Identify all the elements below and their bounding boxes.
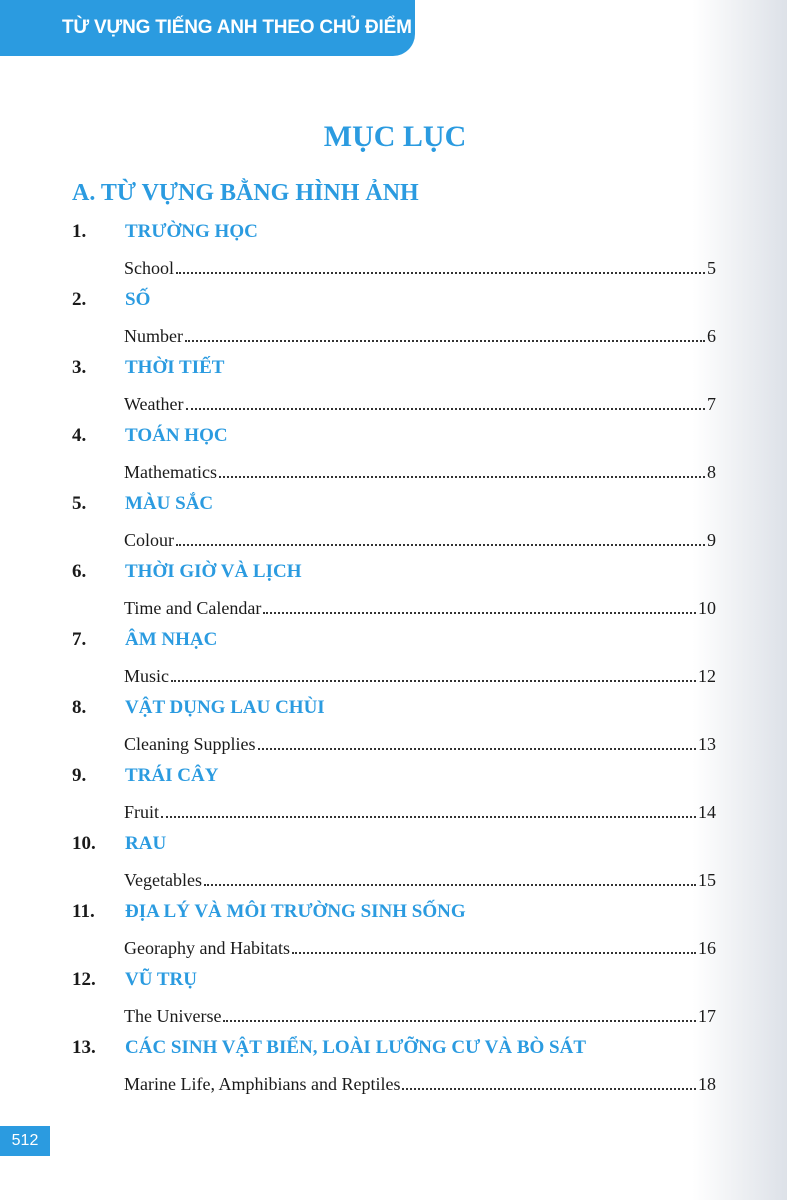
toc-entry-heading bbox=[72, 694, 325, 722]
toc-entry-row[interactable] bbox=[124, 525, 716, 551]
page-title: MỤC LỤC bbox=[323, 120, 467, 153]
toc-entry-row[interactable] bbox=[124, 797, 716, 823]
toc-entry-number: 3. bbox=[72, 357, 87, 378]
toc-entry-number: 12. bbox=[72, 969, 96, 990]
toc-entry-heading bbox=[72, 286, 150, 314]
dot-leader bbox=[185, 340, 705, 342]
toc-entry-title: CÁC SINH VẬT BIỂN, LOÀI LƯỠNG CƯ VÀ BÒ SÁT bbox=[125, 1037, 587, 1058]
toc-entry-label: Number bbox=[124, 326, 183, 346]
toc-entry-title: SỐ bbox=[125, 289, 151, 310]
toc-entry-number: 4. bbox=[72, 425, 87, 446]
toc-entry-title: ÂM NHẠC bbox=[125, 629, 218, 650]
toc-entry-page: 14 bbox=[698, 802, 716, 822]
toc-entry-heading bbox=[72, 558, 302, 586]
toc-entry-label: Weather bbox=[124, 394, 184, 414]
toc-entry-label: The Universe bbox=[124, 1006, 222, 1026]
dot-leader bbox=[219, 476, 705, 478]
dot-leader bbox=[292, 952, 696, 954]
toc-entry-title: THỜI TIẾT bbox=[125, 357, 225, 378]
toc-entry-label: Cleaning Supplies bbox=[124, 734, 256, 754]
dot-leader bbox=[176, 272, 705, 274]
toc-entry-label: School bbox=[124, 258, 175, 278]
toc-entry-heading bbox=[72, 762, 218, 790]
toc-entry-page: 12 bbox=[698, 666, 716, 686]
toc-entry-title: VẬT DỤNG LAU CHÙI bbox=[125, 697, 325, 718]
toc-entry-page: 7 bbox=[707, 394, 716, 414]
toc-entry-row[interactable] bbox=[124, 865, 716, 891]
dot-leader bbox=[258, 748, 697, 750]
toc-entry-heading bbox=[72, 830, 166, 858]
toc-entry-row[interactable] bbox=[124, 593, 716, 619]
dot-leader bbox=[161, 816, 696, 818]
toc-entry-row[interactable] bbox=[124, 253, 716, 279]
toc-entry-page: 18 bbox=[698, 1074, 716, 1094]
toc-entry-title: TRÁI CÂY bbox=[125, 765, 219, 786]
toc-entry-label: Time and Calendar bbox=[124, 598, 262, 618]
toc-entry-page: 16 bbox=[698, 938, 716, 958]
toc-entry-page: 9 bbox=[707, 530, 716, 550]
toc-entry-label: Colour bbox=[124, 530, 175, 550]
toc-entry-row[interactable] bbox=[124, 389, 716, 415]
toc-entry-number: 7. bbox=[72, 629, 87, 650]
toc-entry-page: 8 bbox=[707, 462, 716, 482]
toc-entry-label: Georaphy and Habitats bbox=[124, 938, 290, 958]
toc-entry-page: 15 bbox=[698, 870, 716, 890]
toc-entry-label: Mathematics bbox=[124, 462, 217, 482]
toc-entry-row[interactable] bbox=[124, 457, 716, 483]
toc-entry-number: 13. bbox=[72, 1037, 96, 1058]
toc-entry-page: 5 bbox=[707, 258, 716, 278]
toc-entry-row[interactable] bbox=[124, 1001, 716, 1027]
toc-entry-number: 1. bbox=[72, 221, 87, 242]
toc-entry-number: 5. bbox=[72, 493, 87, 514]
toc-entry-number: 6. bbox=[72, 561, 87, 582]
toc-entry-title: MÀU SẮC bbox=[125, 493, 214, 514]
running-header bbox=[0, 0, 415, 56]
toc-entry-page: 17 bbox=[698, 1006, 716, 1026]
toc-entry-number: 11. bbox=[72, 901, 95, 922]
toc-entry-title: THỜI GIỜ VÀ LỊCH bbox=[125, 561, 302, 582]
toc-entry-row[interactable] bbox=[124, 1069, 716, 1095]
toc-entry-page: 6 bbox=[707, 326, 716, 346]
section-heading: A. TỪ VỰNG BẰNG HÌNH ẢNH bbox=[72, 180, 419, 206]
toc-entry-heading bbox=[72, 626, 217, 654]
toc-entry-heading bbox=[72, 1034, 586, 1062]
toc-entry-page: 10 bbox=[698, 598, 716, 618]
page-number-badge bbox=[0, 1126, 50, 1156]
toc-entry-heading bbox=[72, 490, 213, 518]
toc-entry-row[interactable] bbox=[124, 661, 716, 687]
dot-leader bbox=[263, 612, 696, 614]
toc-entry-row[interactable] bbox=[124, 321, 716, 347]
toc-entry-title: TRƯỜNG HỌC bbox=[125, 221, 258, 242]
toc-entry-title: ĐỊA LÝ VÀ MÔI TRƯỜNG SINH SỐNG bbox=[125, 901, 466, 922]
dot-leader bbox=[171, 680, 696, 682]
toc-entry-number: 9. bbox=[72, 765, 87, 786]
toc-entry-page: 13 bbox=[698, 734, 716, 754]
dot-leader bbox=[176, 544, 705, 546]
toc-entry-row[interactable] bbox=[124, 933, 716, 959]
dot-leader bbox=[223, 1020, 696, 1022]
running-header-title: TỪ VỰNG TIẾNG ANH THEO CHỦ ĐIỂM bbox=[62, 17, 412, 38]
dot-leader bbox=[402, 1088, 696, 1090]
toc-entry-label: Vegetables bbox=[124, 870, 202, 890]
toc-entry-title: VŨ TRỤ bbox=[125, 969, 197, 990]
toc-entry-heading bbox=[72, 898, 466, 926]
toc-entry-heading bbox=[72, 354, 224, 382]
toc-entry-heading bbox=[72, 218, 258, 246]
toc-entry-heading bbox=[72, 966, 197, 994]
toc-entry-number: 2. bbox=[72, 289, 87, 310]
toc-entry-label: Fruit bbox=[124, 802, 160, 822]
dot-leader bbox=[186, 408, 705, 410]
toc-entry-label: Music bbox=[124, 666, 169, 686]
toc-entry-row[interactable] bbox=[124, 729, 716, 755]
toc-entry-label: Marine Life, Amphibians and Reptiles bbox=[124, 1074, 401, 1094]
toc-entry-number: 8. bbox=[72, 697, 87, 718]
toc-entry-heading bbox=[72, 422, 228, 450]
toc-entry-title: RAU bbox=[125, 833, 167, 854]
toc-entry-title: TOÁN HỌC bbox=[125, 425, 228, 446]
page-number: 512 bbox=[11, 1132, 39, 1149]
toc-entry-number: 10. bbox=[72, 833, 96, 854]
dot-leader bbox=[204, 884, 696, 886]
